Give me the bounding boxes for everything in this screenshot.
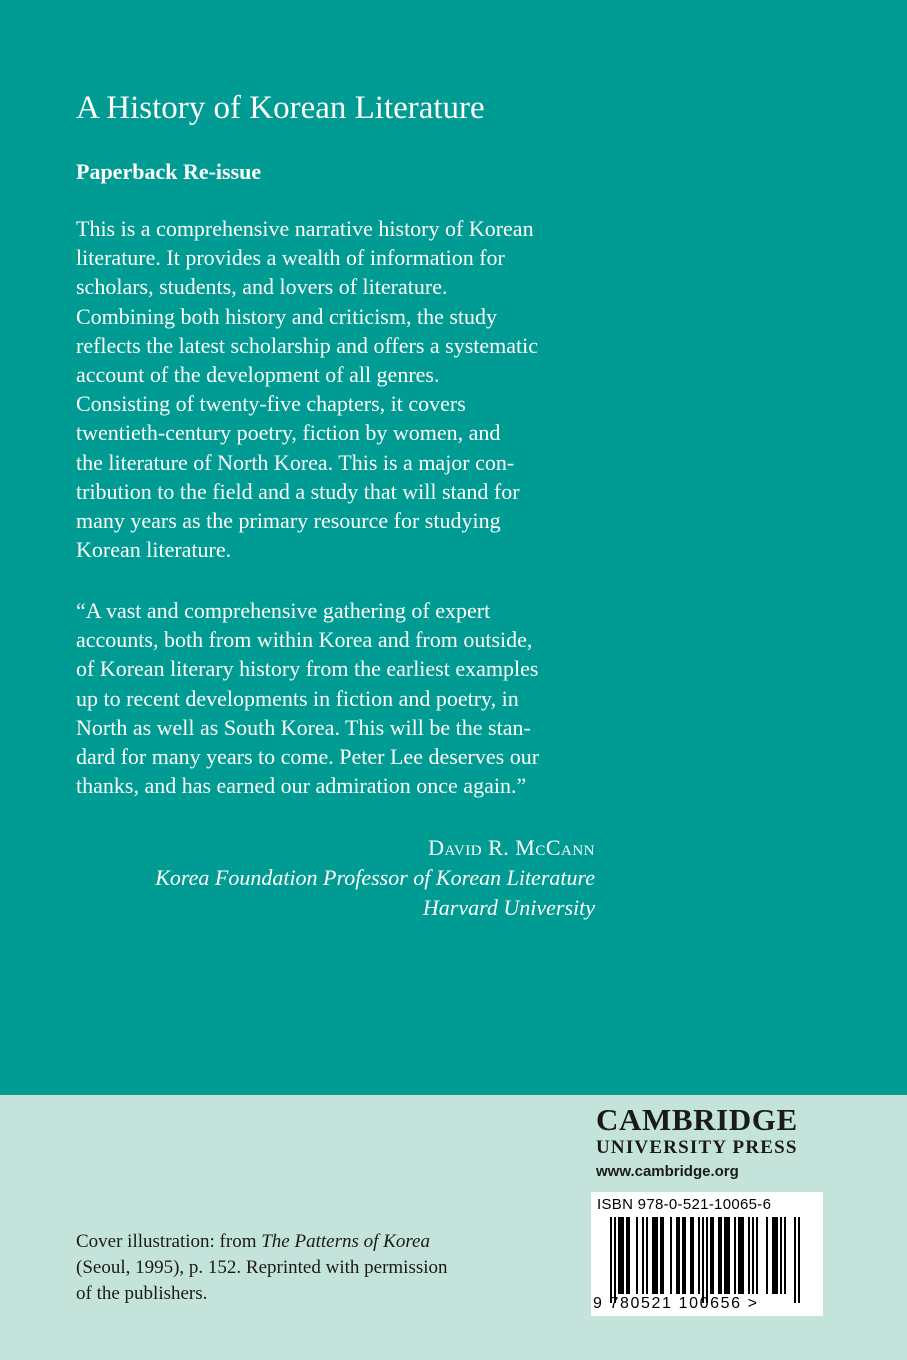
barcode-bar <box>740 1217 742 1294</box>
barcode-bar <box>636 1217 638 1294</box>
barcode-bar <box>702 1217 704 1303</box>
publisher-logo <box>596 1103 826 1181</box>
barcode-bar <box>670 1217 672 1294</box>
barcode-bar <box>656 1217 658 1294</box>
barcode-bar <box>766 1217 768 1294</box>
credit-line-1 <box>76 1229 448 1255</box>
barcode-bar <box>692 1217 694 1294</box>
barcode-bar <box>794 1217 796 1303</box>
barcode-bars <box>610 1217 800 1303</box>
isbn-barcode <box>591 1192 823 1316</box>
barcode-bar <box>628 1217 630 1294</box>
quote-line: accounts, both from within Korea and from outside, <box>76 627 533 653</box>
description-line: account of the development of all genres. <box>76 362 440 388</box>
description-line: This is a comprehensive narrative history of Korean <box>76 216 534 241</box>
publisher-name: CAMBRIDGE <box>596 1102 798 1137</box>
publisher-url: www.cambridge.org <box>596 1163 739 1180</box>
barcode-bar <box>676 1217 678 1294</box>
barcode-bar <box>662 1217 664 1294</box>
description-line: scholars, students, and lovers of literature. <box>76 274 448 300</box>
cover-illustration-credit <box>76 1229 448 1307</box>
barcode-bar <box>610 1217 612 1303</box>
barcode-bar <box>684 1217 686 1294</box>
credit-source-title: The Patterns of Korea <box>261 1231 430 1252</box>
quote-line: thanks, and has earned our admiration once again.” <box>76 773 527 799</box>
barcode-bar <box>614 1217 616 1303</box>
review-attribution <box>155 833 595 923</box>
isbn-label: ISBN 978-0-521-10065-6 <box>597 1196 772 1213</box>
description-line: Combining both history and criticism, the study <box>76 303 498 329</box>
description-line: tribution to the field and a study that will stand for <box>76 478 520 504</box>
book-title: A History of Korean Literature <box>76 90 485 126</box>
barcode-bar <box>698 1217 700 1294</box>
barcode-bar <box>780 1217 782 1294</box>
barcode-bar <box>784 1217 786 1294</box>
barcode-bar <box>738 1217 740 1294</box>
barcode-bar <box>724 1217 726 1294</box>
barcode-bar <box>706 1217 708 1303</box>
barcode-bar <box>710 1217 712 1294</box>
quote-line: up to recent developments in fiction and poetry, in <box>76 685 519 711</box>
reviewer-name: David R. McCann <box>428 835 595 860</box>
quote-line: dard for many years to come. Peter Lee deserves our <box>76 744 540 770</box>
publisher-subtitle: UNIVERSITY PRESS <box>596 1137 798 1158</box>
reviewer-affiliation: Harvard University <box>422 895 595 920</box>
barcode-bar <box>720 1217 722 1294</box>
barcode-bar <box>774 1217 776 1294</box>
barcode-bar <box>772 1217 774 1294</box>
barcode-bar <box>652 1217 654 1294</box>
barcode-bar <box>622 1217 624 1294</box>
credit-line-2: (Seoul, 1995), p. 152. Reprinted with permission <box>76 1257 448 1278</box>
barcode-bar <box>734 1217 736 1294</box>
barcode-bar <box>798 1217 800 1303</box>
barcode-bar <box>752 1217 754 1294</box>
barcode-bar <box>690 1217 692 1294</box>
description-line: the literature of North Korea. This is a major con- <box>76 449 515 475</box>
barcode-bar <box>660 1217 662 1294</box>
edition-label: Paperback Re-issue <box>76 159 262 184</box>
credit-line-3: of the publishers. <box>76 1283 208 1304</box>
barcode-bar <box>712 1217 714 1294</box>
description-line: Consisting of twenty-five chapters, it covers <box>76 391 466 417</box>
barcode-bar <box>728 1217 730 1294</box>
barcode-bar <box>756 1217 758 1294</box>
barcode-bar <box>776 1217 778 1294</box>
barcode-bar <box>742 1217 744 1294</box>
barcode-bar <box>620 1217 622 1294</box>
barcode-bar <box>618 1217 620 1294</box>
description-line: reflects the latest scholarship and offers a systematic <box>76 332 539 358</box>
barcode-digits: 9 780521 100656 > <box>593 1295 759 1312</box>
book-description <box>76 214 616 564</box>
description-line: Korean literature. <box>76 537 232 563</box>
credit-prefix: Cover illustration: from <box>76 1231 262 1252</box>
description-line: twentieth-century poetry, fiction by women, and <box>76 420 501 446</box>
barcode-bar <box>646 1217 648 1294</box>
description-line: literature. It provides a wealth of information for <box>76 245 505 271</box>
barcode-bar <box>626 1217 628 1294</box>
barcode-bar <box>654 1217 656 1294</box>
description-line: many years as the primary resource for studying <box>76 508 501 534</box>
quote-line: of Korean literary history from the earliest examples <box>76 656 539 682</box>
barcode-bar <box>642 1217 644 1294</box>
reviewer-title: Korea Foundation Professor of Korean Literature <box>155 865 595 890</box>
barcode-bar <box>682 1217 684 1294</box>
review-quote <box>76 596 616 800</box>
barcode-bar <box>718 1217 720 1294</box>
quote-line: “A vast and comprehensive gathering of expert <box>76 598 491 623</box>
quote-line: North as well as South Korea. This will be the stan- <box>76 714 531 740</box>
barcode-bar <box>726 1217 728 1294</box>
barcode-bar <box>678 1217 680 1294</box>
barcode-bar <box>748 1217 750 1294</box>
